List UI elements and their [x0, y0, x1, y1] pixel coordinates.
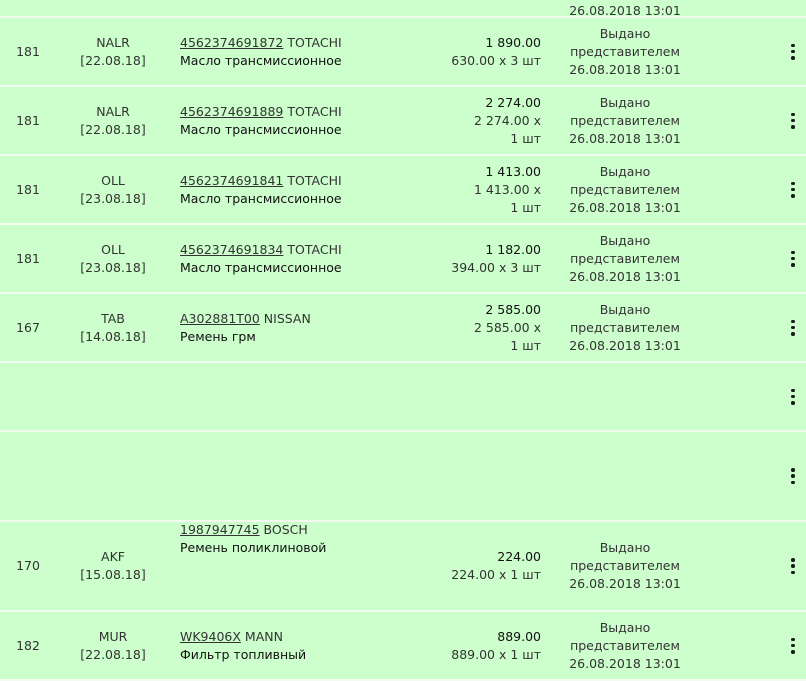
- unit-price-qty: 2 274.00 х: [473, 112, 541, 128]
- status-text: представителем: [570, 319, 680, 335]
- product-cell: [180, 310, 450, 346]
- order-row: [0, 87, 806, 156]
- menu-dot: [791, 481, 795, 485]
- status-text: Выдано: [599, 163, 651, 179]
- status-text: 26.08.2018 13:01: [569, 268, 681, 284]
- menu-dot: [791, 558, 795, 562]
- status-cell: [560, 232, 690, 286]
- menu-dot: [791, 56, 795, 60]
- total-price: 224.00: [497, 549, 541, 564]
- unit-price-qty: 630.00 х 3 шт: [451, 52, 541, 68]
- status-cell: [560, 163, 690, 217]
- product-line: [180, 172, 450, 190]
- order-date: [23.08.18]: [80, 190, 146, 206]
- menu-dot: [791, 44, 795, 48]
- unit-price-qty: 1 шт: [510, 337, 541, 353]
- product-name: Масло трансмиссионное: [180, 259, 342, 275]
- status-text: представителем: [570, 558, 680, 573]
- menu-dot: [791, 571, 795, 575]
- product-line: [180, 628, 450, 646]
- total-price: 2 585.00: [485, 301, 541, 317]
- status-cell: [560, 619, 690, 673]
- menu-dot: [791, 332, 795, 336]
- menu-dot: [791, 320, 795, 324]
- article-link[interactable]: 4562374691834: [180, 241, 284, 257]
- menu-dot: [791, 644, 795, 648]
- order-number: 182: [16, 637, 40, 653]
- unit-price-qty: 2 585.00 х: [473, 319, 541, 335]
- status-text: представителем: [570, 181, 680, 197]
- more-vert-icon[interactable]: [788, 113, 798, 129]
- status-text: Выдано: [599, 25, 651, 41]
- menu-dot: [791, 564, 795, 568]
- status-text: Выдано: [599, 301, 651, 317]
- status-text: Выдано: [599, 94, 651, 110]
- order-row: [0, 612, 806, 681]
- product-cell: [180, 172, 450, 208]
- article-link[interactable]: 4562374691872: [180, 34, 284, 50]
- brand-name: TOTACHI: [287, 103, 342, 119]
- menu-dot: [791, 263, 795, 267]
- product-line: [180, 103, 450, 121]
- total-price: 2 274.00: [485, 94, 541, 110]
- brand-name: NISSAN: [263, 310, 311, 326]
- article-link[interactable]: 1987947745: [180, 522, 260, 537]
- total-price: 1 890.00: [485, 34, 541, 50]
- order-row: [0, 18, 806, 87]
- menu-dot: [791, 389, 795, 393]
- more-vert-icon[interactable]: [788, 320, 798, 336]
- menu-dot: [791, 182, 795, 186]
- unit-price-qty: 889.00 х 1 шт: [451, 646, 541, 662]
- product-cell: [180, 241, 450, 277]
- unit-price-qty: 1 шт: [510, 199, 541, 215]
- status-text: представителем: [570, 637, 680, 653]
- brand-name: MANN: [244, 628, 283, 644]
- status-cell: [560, 301, 690, 355]
- supplier-cell: [72, 628, 154, 664]
- status-text: Выдано: [599, 540, 651, 555]
- brand-name: TOTACHI: [287, 34, 342, 50]
- order-row: [0, 432, 806, 522]
- product-name: Ремень грм: [180, 328, 256, 344]
- product-line: [180, 521, 450, 539]
- order-number: 181: [16, 43, 40, 59]
- status-text: 26.08.2018 13:01: [569, 130, 681, 146]
- brand-name: TOTACHI: [287, 241, 342, 257]
- order-number: 181: [16, 112, 40, 128]
- order-date: [14.08.18]: [80, 328, 146, 344]
- status-text: Выдано: [599, 619, 651, 635]
- more-vert-icon[interactable]: [788, 251, 798, 267]
- status-cell: [560, 539, 690, 593]
- more-vert-icon[interactable]: [788, 389, 798, 405]
- product-line: [180, 34, 450, 52]
- supplier-cell: [72, 548, 154, 584]
- menu-dot: [791, 257, 795, 261]
- status-cell: [560, 25, 690, 79]
- order-date: [23.08.18]: [80, 259, 146, 275]
- order-row: [0, 0, 806, 18]
- menu-dot: [791, 113, 795, 117]
- supplier-code: NALR: [96, 34, 130, 50]
- total-price: 1 182.00: [485, 241, 541, 257]
- more-vert-icon[interactable]: [788, 44, 798, 60]
- order-date: [22.08.18]: [80, 121, 146, 137]
- product-line: [180, 241, 450, 259]
- supplier-cell: [72, 34, 154, 70]
- menu-dot: [791, 188, 795, 192]
- order-row: [0, 225, 806, 294]
- article-link[interactable]: WK9406X: [180, 628, 241, 644]
- supplier-cell: [72, 172, 154, 208]
- supplier-code: MUR: [98, 628, 128, 644]
- order-date: [22.08.18]: [80, 646, 146, 662]
- product-cell: [180, 628, 450, 664]
- menu-dot: [791, 650, 795, 654]
- unit-price-qty: 1 шт: [510, 130, 541, 146]
- order-row: [0, 363, 806, 432]
- menu-dot: [791, 638, 795, 642]
- menu-dot: [791, 474, 795, 478]
- product-cell: [180, 521, 450, 557]
- price-cell: [420, 241, 541, 277]
- unit-price-qty: 224.00 х 1 шт: [451, 567, 541, 582]
- menu-dot: [791, 251, 795, 255]
- supplier-code: NALR: [96, 103, 130, 119]
- menu-dot: [791, 468, 795, 472]
- order-row: [0, 156, 806, 225]
- order-date: [15.08.18]: [80, 567, 146, 582]
- product-cell: [180, 103, 450, 139]
- unit-price-qty: 394.00 х 3 шт: [451, 259, 541, 275]
- price-cell: [420, 301, 541, 355]
- article-link[interactable]: 4562374691889: [180, 103, 284, 119]
- more-vert-icon[interactable]: [788, 558, 798, 574]
- status-text: представителем: [570, 250, 680, 266]
- price-cell: [420, 34, 541, 70]
- status-text: 26.08.2018 13:01: [569, 337, 681, 353]
- order-row: [0, 522, 806, 612]
- product-cell: [180, 34, 450, 70]
- status-cell: [560, 0, 690, 20]
- status-text: Выдано: [599, 232, 651, 248]
- brand-name: TOTACHI: [287, 172, 342, 188]
- menu-dot: [791, 194, 795, 198]
- status-cell: [560, 94, 690, 148]
- product-line: [180, 310, 450, 328]
- menu-dot: [791, 401, 795, 405]
- status-text: представителем: [570, 112, 680, 128]
- supplier-code: TAB: [101, 310, 125, 326]
- product-name: Масло трансмиссионное: [180, 190, 342, 206]
- supplier-cell: [72, 241, 154, 277]
- supplier-cell: [72, 103, 154, 139]
- order-number: 181: [16, 181, 40, 197]
- menu-dot: [791, 125, 795, 129]
- product-name: Масло трансмиссионное: [180, 121, 342, 137]
- article-link[interactable]: A302881T00: [180, 310, 260, 326]
- menu-dot: [791, 395, 795, 399]
- product-name: Ремень поликлиновой: [180, 540, 327, 555]
- menu-dot: [791, 50, 795, 54]
- order-row: [0, 294, 806, 363]
- status-text: 26.08.2018 13:01: [569, 576, 681, 591]
- order-date: [22.08.18]: [80, 52, 146, 68]
- price-cell: [420, 548, 541, 584]
- price-cell: [420, 628, 541, 664]
- more-vert-icon[interactable]: [788, 182, 798, 198]
- price-cell: [420, 163, 541, 217]
- price-cell: [420, 94, 541, 148]
- product-name: Фильтр топливный: [180, 646, 307, 662]
- status-text: представителем: [570, 43, 680, 59]
- brand-name: BOSCH: [263, 522, 308, 537]
- more-vert-icon[interactable]: [788, 468, 798, 484]
- order-number: 181: [16, 250, 40, 266]
- total-price: 889.00: [497, 628, 541, 644]
- order-number: 167: [16, 319, 40, 335]
- more-vert-icon[interactable]: [788, 638, 798, 654]
- supplier-code: AKF: [101, 549, 125, 564]
- product-name: Масло трансмиссионное: [180, 52, 342, 68]
- order-number: 170: [16, 558, 40, 573]
- article-link[interactable]: 4562374691841: [180, 172, 284, 188]
- supplier-cell: [72, 310, 154, 346]
- status-text: 26.08.2018 13:01: [569, 655, 681, 671]
- supplier-code: OLL: [101, 241, 125, 257]
- status-text: 26.08.2018 13:01: [569, 199, 681, 215]
- menu-dot: [791, 326, 795, 330]
- unit-price-qty: 1 413.00 х: [473, 181, 541, 197]
- total-price: 1 413.00: [485, 163, 541, 179]
- supplier-code: OLL: [101, 172, 125, 188]
- status-text: 26.08.2018 13:01: [569, 3, 681, 18]
- status-text: 26.08.2018 13:01: [569, 61, 681, 77]
- menu-dot: [791, 119, 795, 123]
